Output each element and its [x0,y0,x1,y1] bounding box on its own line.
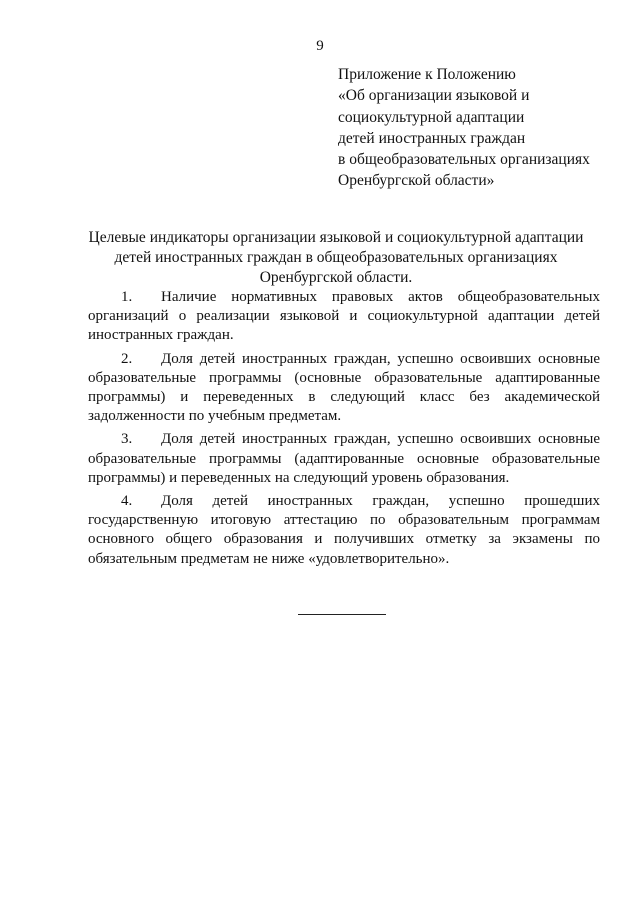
end-divider [298,614,386,615]
indicator-text: Наличие нормативных правовых актов общеобразовательных организаций о реализации языковой и социокультурной адаптации детей иностранных граждан. [88,289,600,344]
indicator-text: Доля детей иностранных граждан, успешно освоивших основные образовательные программы (адаптированные основные образовательные программы) и переведенных на следующий уровень образования. [88,431,600,486]
indicator-number: 1. [121,289,133,305]
indicator-text: Доля детей иностранных граждан, успешно освоивших основные образовательные программы (основные образовательные адаптированные программы) и переведенных в следующий класс без академической задолженности по учебным предметам. [88,350,600,425]
appendix-line: Приложение к Положению [338,66,516,83]
indicator-number: 4. [121,493,133,510]
appendix-line: Оренбургской области» [338,172,495,190]
appendix-heading [338,64,628,192]
indicator-list [88,288,600,573]
indicator-item [88,288,600,346]
indicator-number: 2. [121,350,133,367]
appendix-line: социокультурной адаптации [338,108,525,126]
page-number: 9 [316,38,324,54]
indicator-item [88,492,600,569]
indicator-number: 3. [121,431,133,448]
appendix-line: в общеобразовательных организациях [338,151,590,169]
indicator-item [88,430,600,488]
appendix-line: детей иностранных граждан [338,129,526,147]
indicator-item [88,350,600,427]
indicator-text: Доля детей иностранных граждан, успешно прошедших государственную итоговую аттестацию по образовательным программам основного общего образования и получивших отметку за экзамены по обязательным предметам не ниже «удовлетворительно». [88,493,600,567]
document-title: Целевые индикаторы организации языковой и социокультурной адаптации детей иностранных граждан в общеобразовательных организациях Оренбургской области. [88,229,584,286]
appendix-line: «Об организации языковой и [338,87,530,105]
